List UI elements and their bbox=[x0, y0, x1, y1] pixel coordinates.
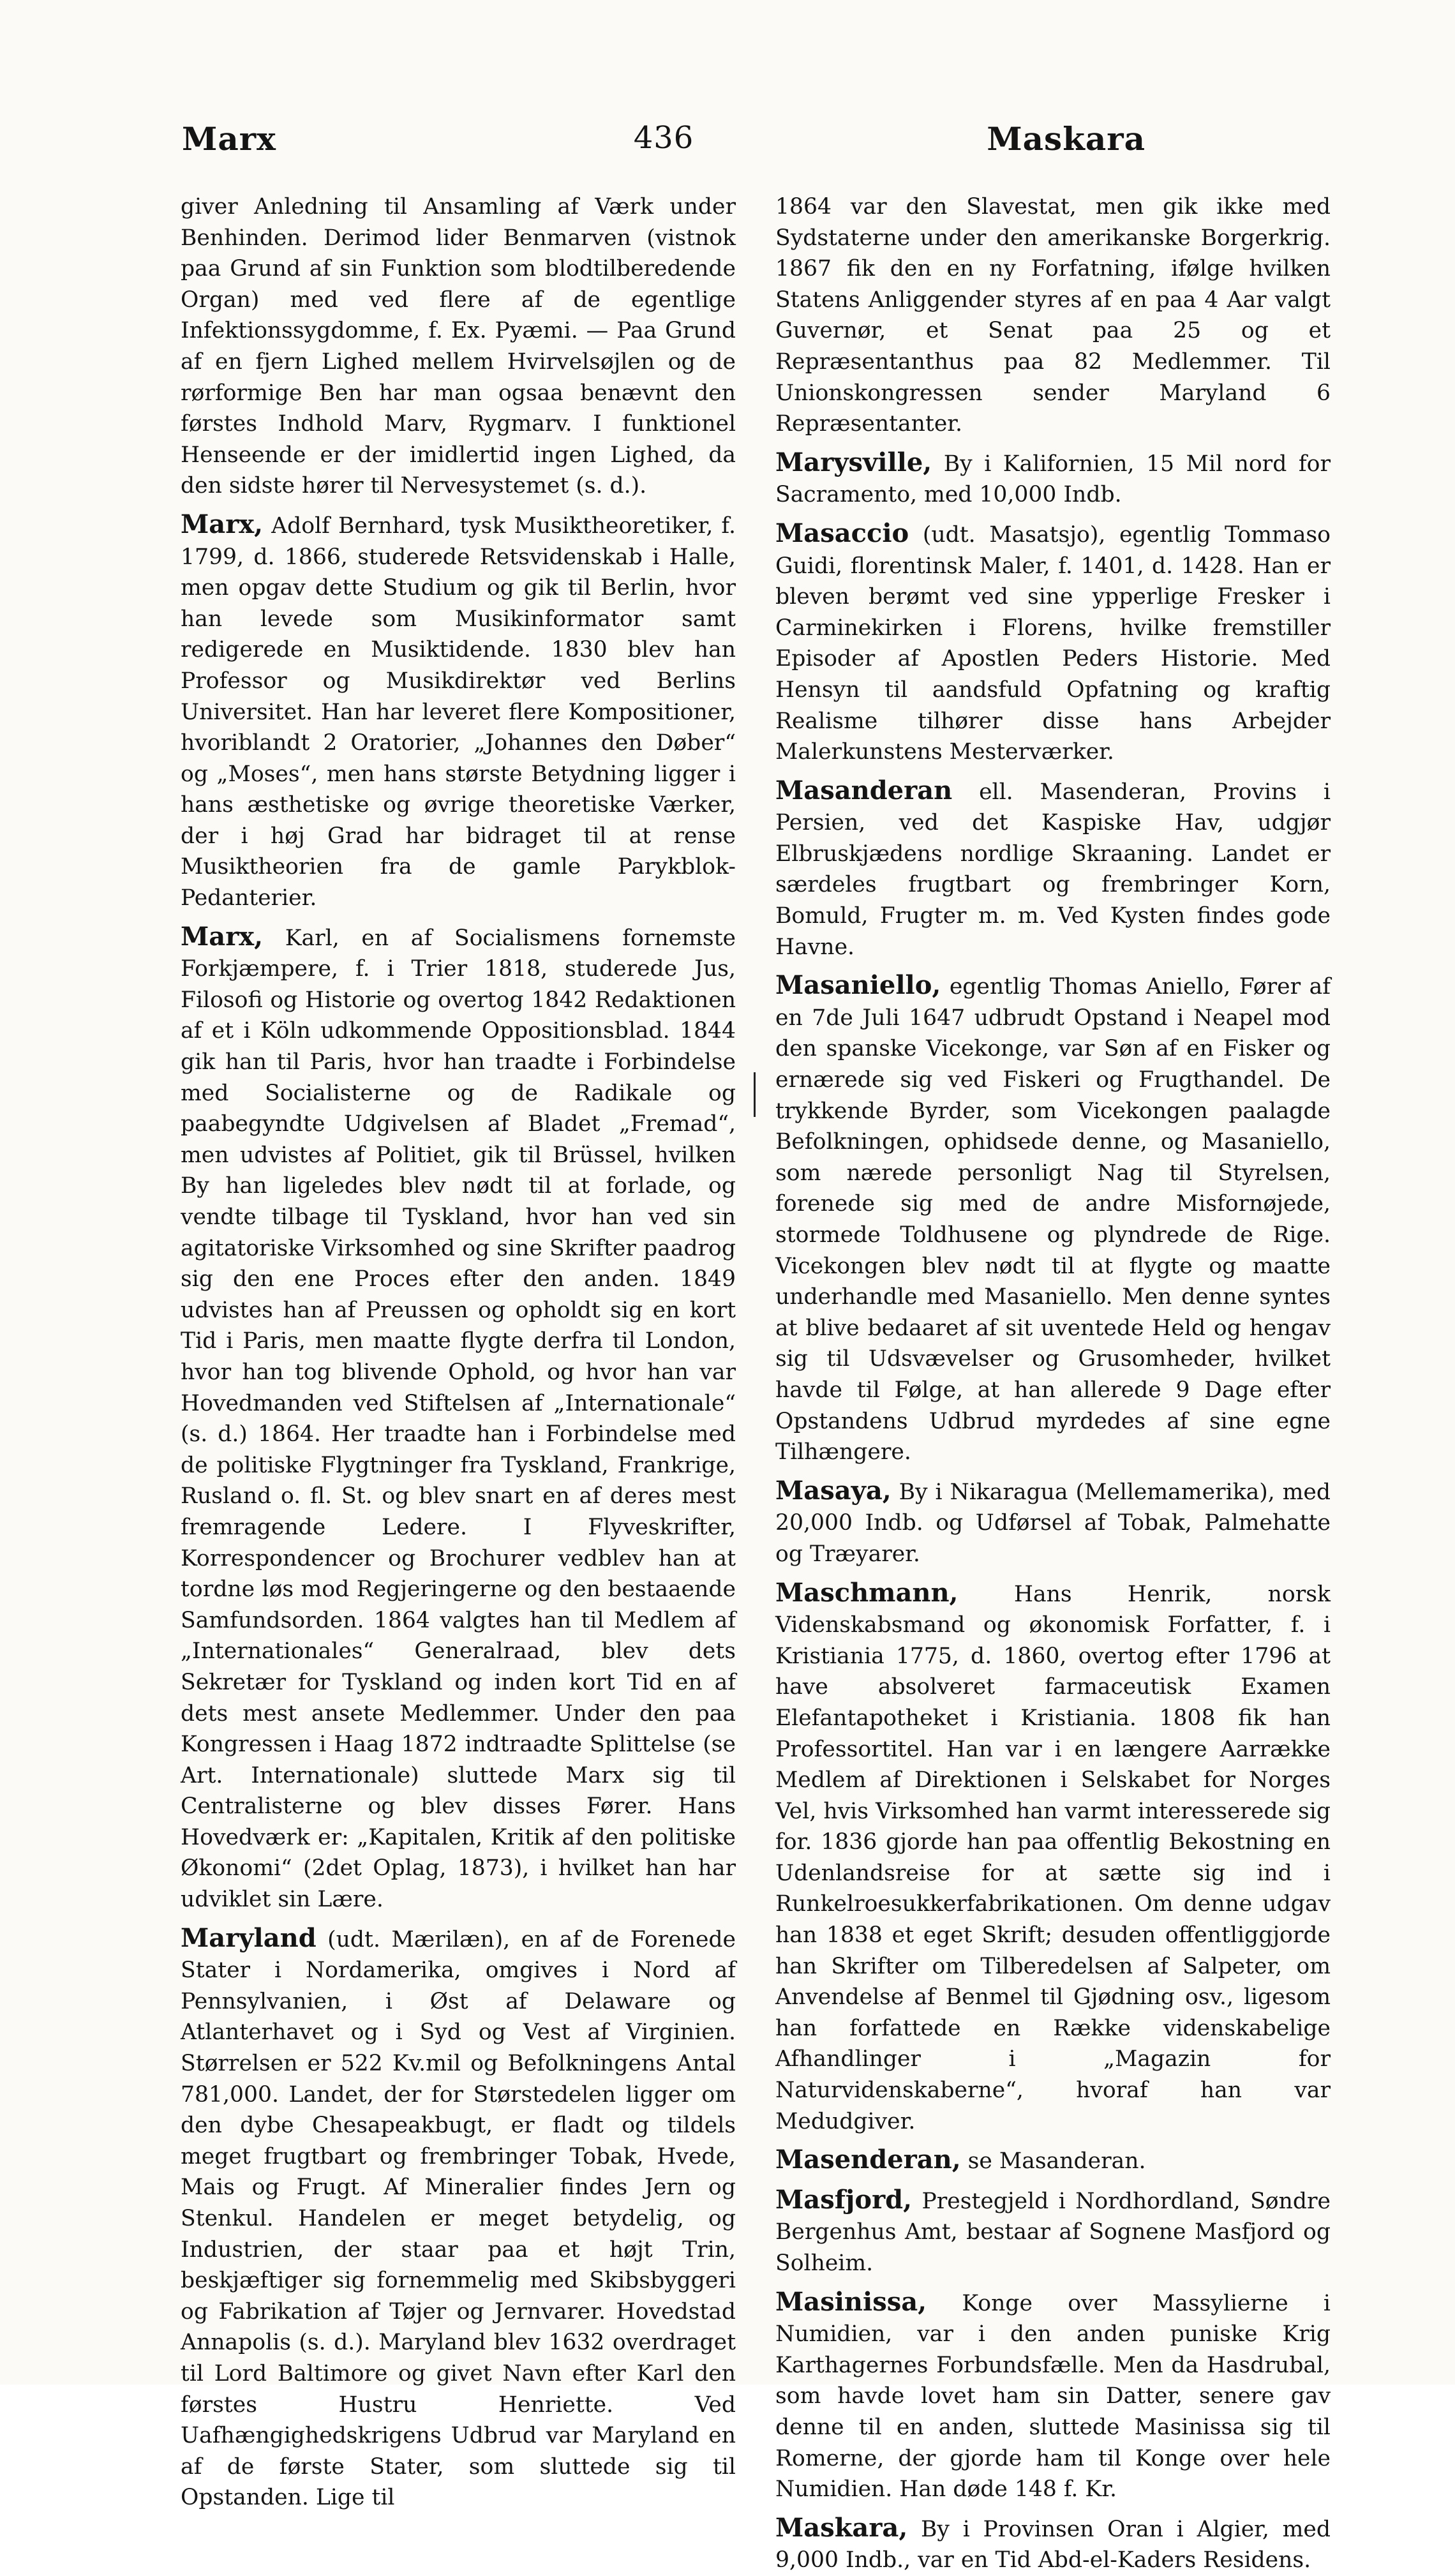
entry-term: Masaya, bbox=[775, 1475, 892, 1506]
entry-term: Masanderan bbox=[775, 775, 953, 805]
entry-term: Masinissa, bbox=[775, 2286, 927, 2317]
entry-marysville bbox=[775, 447, 1331, 511]
column-divider bbox=[754, 1072, 756, 1117]
entry-masaya bbox=[775, 1476, 1331, 1570]
entry-text: By i Provinsen Oran i Algier, med 9,000 Indb., var en Tid Abd-el-Kaders Residens. bbox=[775, 2516, 1331, 2573]
left-column bbox=[181, 191, 736, 2513]
entry-term: Masaccio bbox=[775, 518, 909, 548]
entry-continuation bbox=[775, 191, 1331, 440]
entry-masaniello bbox=[775, 970, 1331, 1468]
entry-term: Marx, bbox=[181, 509, 264, 539]
header-left-catchword: Marx bbox=[182, 120, 276, 158]
page-header bbox=[182, 120, 1145, 171]
entry-term: Masfjord, bbox=[775, 2184, 913, 2215]
entry-text: Prestegjeld i Nordhordland, Søndre Bergenhus Amt, bestaar af Sognene Masfjord og Solheim. bbox=[775, 2188, 1331, 2276]
entry-text: (udt. Mærilæn), en af de Forenede Stater i Nordamerika, omgives i Nord af Pennsylvanien, i Øst af Delaware og Atlanterhavet og i Syd og Vest af Virginien. Størrelsen er 522 Kv.mil og Befolkningens Antal 781,000. Landet, der for Størstedelen ligger om den dybe Chesapeakbugt, er fladt og tildels meget frugtbart og frembringer Tobak, Hvede, Mais og Frugt. Af Mineralier findes Jern og Stenkul. Handelen er meget betydelig, og Industrien, der staar paa et højt Trin, beskjæftiger sig fornemmelig med Skibsbyggeri og Fabrikation af Tøjer og Jernvarer. Hovedstad Annapolis (s. d.). Maryland blev 1632 overdraget til Lord Baltimore og givet Navn efter Karl den førstes Hustru Henriette. Ved Uafhængighedskrigens Udbrud var Maryland en af de første Stater, som sluttede sig til Opstanden. Lige til bbox=[181, 1926, 736, 2511]
entry-text: giver Anledning til Ansamling af Værk under Benhinden. Derimod lider Benmarven (vistnok paa Grund af sin Funktion som blodtilberedende Organ) med ved flere af de egentlige Infektionssygdomme, f. Ex. Pyæmi. — Paa Grund af en fjern Lighed mellem Hvirvelsøjlen og de rørformige Ben har man ogsaa benævnt den førstes Indhold Marv, Rygmarv. I funktionel Henseende er der imidlertid ingen Lighed, da den sidste hører til Nervesystemet (s. d.). bbox=[181, 194, 736, 499]
entry-masfjord bbox=[775, 2185, 1331, 2279]
entry-text: egentlig Thomas Aniello, Fører af en 7de Juli 1647 udbrudt Opstand i Neapel mod den spanske Vicekonge, var Søn af en Fisker og ernærede sig ved Fiskeri og Frugthandel. De trykkende Byrder, som Vicekongen paalagde Befolkningen, ophidsede denne, og Masaniello, som nærede personligt Nag til Styrelsen, forenede sig med de andre Misfornøjede, stormede Toldhusene og plyndrede de Rige. Vicekongen blev nødt til at flygte og maatte underhandle med Masaniello. Men denne syntes at blive bedaaret af sit uventede Held og hengav sig til Udsvævelser og Grusomheder, hvilket havde til Følge, at han allerede 9 Dage efter Opstandens Udbrud myrdedes af sine egne Tilhængere. bbox=[775, 974, 1331, 1465]
entry-continuation bbox=[181, 191, 736, 502]
entry-maskara bbox=[775, 2513, 1331, 2576]
entry-term: Masenderan, bbox=[775, 2145, 961, 2175]
entry-term: Maschmann, bbox=[775, 1577, 959, 1608]
entry-text: ell. Masenderan, Provins i Persien, ved det Kaspiske Hav, udgjør Elbruskjædens nordlige Skraaning. Landet er særdeles frugtbart og frembringer Korn, Bomuld, Frugter m. m. Ved Kysten findes gode Havne. bbox=[775, 779, 1331, 960]
entry-term: Marysville, bbox=[775, 447, 932, 477]
entry-text: Karl, en af Socialismens fornemste Forkjæmpere, f. i Trier 1818, studerede Jus, Filosofi og Historie og overtog 1842 Redaktionen af et i Köln udkommende Oppositionsblad. 1844 gik han til Paris, hvor han traadte i Forbindelse med Socialisterne og de Radikale og paabegyndte Udgivelsen af Bladet „Fremad“, men udvistes af Politiet, gik til Brüssel, hvilken By han ligeledes blev nødt til at forlade, og vendte tilbage til Tyskland, hvor han ved sin agitatoriske Virksomhed og sine Skrifter paadrog sig den ene Proces efter den anden. 1849 udvistes han af Preussen og opholdt sig en kort Tid i Paris, men maatte flygte derfra til London, hvor han tog blivende Ophold, og hvor han var Hovedmanden ved Stiftelsen af „Internationale“ (s. d.) 1864. Her traadte han i Forbindelse med de politiske Flygtninger fra Tyskland, Frankrige, Rusland o. fl. St. og blev snart en af deres mest fremragende Ledere. I Flyveskrifter, Korrespondencer og Brochurer vedblev han at tordne løs mod Regjeringerne og den bestaaende Samfundsorden. 1864 valgtes han til Medlem af „Internationales“ Generalraad, blev dets Sekretær for Tyskland og inden kort Tid en af dets mest ansete Medlemmer. Under den paa Kongressen i Haag 1872 indtraadte Splittelse (se Art. Internationale) sluttede Marx sig til Centralisterne og blev disses Fører. Hans Hovedværk er: „Kapitalen, Kritik af den politiske Økonomi“ (2det Oplag, 1873), i hvilket han har udviklet sin Lære. bbox=[181, 925, 736, 1913]
entry-term: Marx, bbox=[181, 921, 264, 952]
entry-term: Maryland bbox=[181, 1922, 317, 1953]
entry-term: Maskara, bbox=[775, 2512, 908, 2543]
entry-maschmann bbox=[775, 1578, 1331, 2138]
entry-text: se Masanderan. bbox=[967, 2148, 1146, 2175]
right-column bbox=[775, 191, 1331, 2576]
page-number: 436 bbox=[633, 120, 694, 156]
entry-masinissa bbox=[775, 2287, 1331, 2505]
entry-masenderan bbox=[775, 2145, 1331, 2177]
entry-text: (udt. Masatsjo), egentlig Tommaso Guidi, florentinsk Maler, f. 1401, d. 1428. Han er bleven berømt ved sine ypperlige Fresker i Carminekirken i Florens, hvilke fremstiller Episoder af Apostlen Peders Historie. Med Hensyn til aandsfuld Opfatning og kraftig Realisme tilhører disse hans Arbejder Malerkunstens Mesterværker. bbox=[775, 521, 1331, 765]
entry-masanderan bbox=[775, 775, 1331, 963]
entry-text: 1864 var den Slavestat, men gik ikke med Sydstaterne under den amerikanske Borgerkrig. 1867 fik den en ny Forfatning, ifølge hvilken Statens Anliggender styres af en paa 4 Aar valgt Guvernør, et Senat paa 25 og et Repræsentanthus paa 82 Medlemmer. Til Unionskongressen sender Maryland 6 Repræsentanter. bbox=[775, 194, 1331, 437]
entry-text: By i Kalifornien, 15 Mil nord for Sacramento, med 10,000 Indb. bbox=[775, 451, 1331, 508]
entry-text: Konge over Massylierne i Numidien, var i den anden puniske Krig Karthagernes Forbundsfælle. Men da Hasdrubal, som havde lovet ham sin Datter, senere gav denne til en anden, sluttede Masinissa sig til Romerne, der gjorde ham til Konge over hele Numidien. Han døde 148 f. Kr. bbox=[775, 2290, 1331, 2503]
entry-maryland bbox=[181, 1923, 736, 2513]
header-right-catchword: Maskara bbox=[987, 120, 1145, 158]
entry-text: Adolf Bernhard, tysk Musiktheoretiker, f. 1799, d. 1866, studerede Retsvidenskab i Halle, men opgav dette Studium og gik til Berlin, hvor han levede som Musikinformator samt redigerede en Musiktidende. 1830 blev han Professor og Musikdirektør ved Berlins Universitet. Han har leveret flere Kompositioner, hvoriblandt 2 Oratorier, „Johannes den Døber“ og „Moses“, men hans største Betydning ligger i hans æsthetiske og øvrige theoretiske Værker, der i høj Grad har bidraget til at rense Musiktheorien fra de gamle Parykblok-Pedanterier. bbox=[181, 513, 736, 911]
entry-marx-karl bbox=[181, 922, 736, 1915]
entry-text: Hans Henrik, norsk Videnskabsmand og økonomisk Forfatter, f. i Kristiania 1775, d. 1860, overtog efter 1796 at have absolveret farmaceutisk Examen Elefantapotheket i Kristiania. 1808 fik han Professortitel. Han var i en længere Aarrække Medlem af Direktionen i Selskabet for Norges Vel, hvis Virksomhed han varmt interesserede sig for. 1836 gjorde han paa offentlig Bekostning en Udenlandsreise for at sætte sig ind i Runkelroesukkerfabrikationen. Om denne udgav han 1838 et eget Skrift; desuden offentliggjorde han Skrifter om Tilberedelsen af Salpeter, om Anvendelse af Benmel til Gjødning osv., ligesom han forfattede en Række videnskabelige Afhandlinger i „Magazin for Naturvidenskaberne“, hvoraf han var Medudgiver. bbox=[775, 1581, 1331, 2134]
entry-text: By i Nikaragua (Mellemamerika), med 20,000 Indb. og Udførsel af Tobak, Palmehatte og Træyarer. bbox=[775, 1479, 1331, 1567]
entry-term: Masaniello, bbox=[775, 970, 941, 1001]
entry-marx-adolf bbox=[181, 509, 736, 914]
entry-masaccio bbox=[775, 518, 1331, 768]
